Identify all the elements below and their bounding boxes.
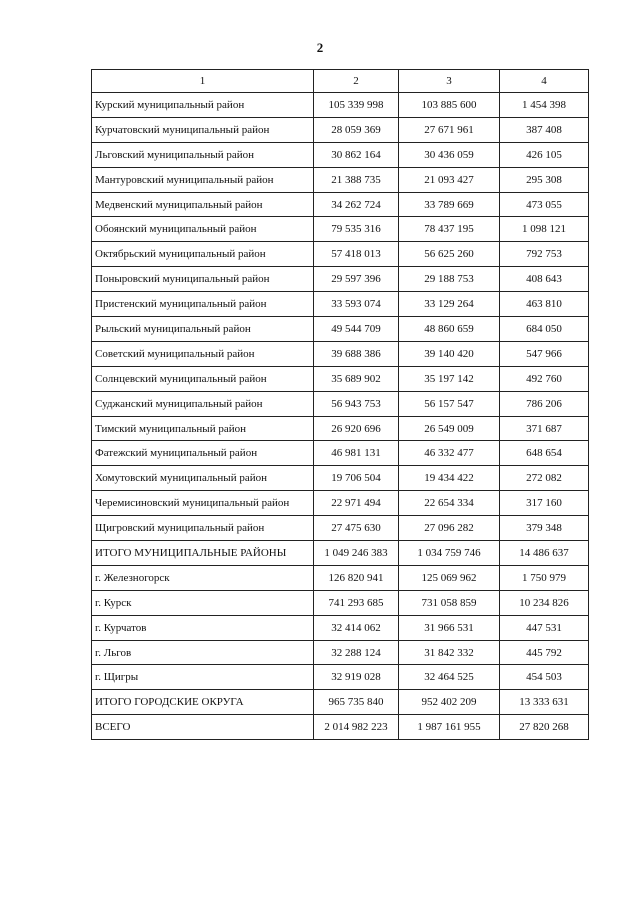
value-cell: 272 082 — [500, 466, 589, 491]
value-cell: 463 810 — [500, 292, 589, 317]
value-cell: 125 069 962 — [399, 565, 500, 590]
table-row — [92, 640, 589, 665]
value-cell: 32 464 525 — [399, 665, 500, 690]
table-row — [92, 167, 589, 192]
value-cell: 1 098 121 — [500, 217, 589, 242]
value-cell: 648 654 — [500, 441, 589, 466]
value-cell: 32 919 028 — [314, 665, 399, 690]
value-cell: 547 966 — [500, 341, 589, 366]
value-cell: 426 105 — [500, 142, 589, 167]
table-row — [92, 217, 589, 242]
value-cell: 14 486 637 — [500, 541, 589, 566]
table-body — [92, 93, 589, 740]
table-row — [92, 93, 589, 118]
table-row — [92, 715, 589, 740]
value-cell: 48 860 659 — [399, 317, 500, 342]
value-cell: 46 981 131 — [314, 441, 399, 466]
value-cell: 1 454 398 — [500, 93, 589, 118]
value-cell: 33 593 074 — [314, 292, 399, 317]
value-cell: 33 789 669 — [399, 192, 500, 217]
row-name-cell: Обоянский муниципальный район — [92, 217, 314, 242]
value-cell: 792 753 — [500, 242, 589, 267]
value-cell: 317 160 — [500, 491, 589, 516]
value-cell: 29 597 396 — [314, 267, 399, 292]
table-row — [92, 516, 589, 541]
value-cell: 371 687 — [500, 416, 589, 441]
value-cell: 31 966 531 — [399, 615, 500, 640]
table-row — [92, 341, 589, 366]
value-cell: 952 402 209 — [399, 690, 500, 715]
table-row — [92, 391, 589, 416]
row-name-cell: г. Курск — [92, 590, 314, 615]
row-name-cell: Солнцевский муниципальный район — [92, 366, 314, 391]
row-name-cell: Медвенский муниципальный район — [92, 192, 314, 217]
value-cell: 29 188 753 — [399, 267, 500, 292]
value-cell: 408 643 — [500, 267, 589, 292]
row-name-cell: Щигровский муниципальный район — [92, 516, 314, 541]
row-name-cell: Черемисиновский муниципальный район — [92, 491, 314, 516]
row-name-cell: Суджанский муниципальный район — [92, 391, 314, 416]
value-cell: 2 014 982 223 — [314, 715, 399, 740]
value-cell: 22 654 334 — [399, 491, 500, 516]
value-cell: 27 096 282 — [399, 516, 500, 541]
value-cell: 57 418 013 — [314, 242, 399, 267]
row-name-cell: Октябрьский муниципальный район — [92, 242, 314, 267]
table-row — [92, 366, 589, 391]
value-cell: 27 475 630 — [314, 516, 399, 541]
value-cell: 49 544 709 — [314, 317, 399, 342]
value-cell: 473 055 — [500, 192, 589, 217]
table-row — [92, 117, 589, 142]
page-number: 2 — [316, 40, 324, 55]
value-cell: 1 034 759 746 — [399, 541, 500, 566]
value-cell: 387 408 — [500, 117, 589, 142]
table-row — [92, 267, 589, 292]
table-row — [92, 541, 589, 566]
column-header: 3 — [399, 70, 500, 93]
value-cell: 30 862 164 — [314, 142, 399, 167]
value-cell: 965 735 840 — [314, 690, 399, 715]
row-name-cell: Мантуровский муниципальный район — [92, 167, 314, 192]
table-row — [92, 416, 589, 441]
table-row — [92, 142, 589, 167]
table-row — [92, 242, 589, 267]
value-cell: 27 671 961 — [399, 117, 500, 142]
value-cell: 454 503 — [500, 665, 589, 690]
row-name-cell: Пристенский муниципальный район — [92, 292, 314, 317]
value-cell: 105 339 998 — [314, 93, 399, 118]
value-cell: 79 535 316 — [314, 217, 399, 242]
row-name-cell: Льговский муниципальный район — [92, 142, 314, 167]
row-name-cell: Хомутовский муниципальный район — [92, 466, 314, 491]
table-row — [92, 665, 589, 690]
row-name-cell: г. Курчатов — [92, 615, 314, 640]
row-name-cell: ВСЕГО — [92, 715, 314, 740]
column-header: 2 — [314, 70, 399, 93]
table-row — [92, 441, 589, 466]
value-cell: 1 750 979 — [500, 565, 589, 590]
table-row — [92, 491, 589, 516]
value-cell: 32 414 062 — [314, 615, 399, 640]
table-row — [92, 317, 589, 342]
value-cell: 56 157 547 — [399, 391, 500, 416]
value-cell: 786 206 — [500, 391, 589, 416]
table-row — [92, 590, 589, 615]
table-row — [92, 615, 589, 640]
value-cell: 379 348 — [500, 516, 589, 541]
value-cell: 34 262 724 — [314, 192, 399, 217]
header-row — [92, 70, 589, 93]
value-cell: 39 140 420 — [399, 341, 500, 366]
value-cell: 447 531 — [500, 615, 589, 640]
row-name-cell: Тимский муниципальный район — [92, 416, 314, 441]
column-header: 1 — [92, 70, 314, 93]
table-row — [92, 565, 589, 590]
row-name-cell: ИТОГО ГОРОДСКИЕ ОКРУГА — [92, 690, 314, 715]
value-cell: 126 820 941 — [314, 565, 399, 590]
value-cell: 56 943 753 — [314, 391, 399, 416]
value-cell: 10 234 826 — [500, 590, 589, 615]
budget-table — [91, 69, 589, 740]
row-name-cell: Фатежский муниципальный район — [92, 441, 314, 466]
value-cell: 103 885 600 — [399, 93, 500, 118]
value-cell: 1 987 161 955 — [399, 715, 500, 740]
column-header: 4 — [500, 70, 589, 93]
row-name-cell: г. Щигры — [92, 665, 314, 690]
value-cell: 35 689 902 — [314, 366, 399, 391]
value-cell: 56 625 260 — [399, 242, 500, 267]
table-row — [92, 690, 589, 715]
value-cell: 19 434 422 — [399, 466, 500, 491]
value-cell: 46 332 477 — [399, 441, 500, 466]
table-row — [92, 466, 589, 491]
row-name-cell: Курский муниципальный район — [92, 93, 314, 118]
row-name-cell: ИТОГО МУНИЦИПАЛЬНЫЕ РАЙОНЫ — [92, 541, 314, 566]
value-cell: 35 197 142 — [399, 366, 500, 391]
value-cell: 39 688 386 — [314, 341, 399, 366]
value-cell: 21 388 735 — [314, 167, 399, 192]
table-row — [92, 192, 589, 217]
value-cell: 445 792 — [500, 640, 589, 665]
row-name-cell: Поныровский муниципальный район — [92, 267, 314, 292]
table-row — [92, 292, 589, 317]
value-cell: 26 549 009 — [399, 416, 500, 441]
value-cell: 30 436 059 — [399, 142, 500, 167]
value-cell: 492 760 — [500, 366, 589, 391]
value-cell: 731 058 859 — [399, 590, 500, 615]
value-cell: 19 706 504 — [314, 466, 399, 491]
value-cell: 26 920 696 — [314, 416, 399, 441]
value-cell: 295 308 — [500, 167, 589, 192]
row-name-cell: г. Железногорск — [92, 565, 314, 590]
row-name-cell: Курчатовский муниципальный район — [92, 117, 314, 142]
value-cell: 33 129 264 — [399, 292, 500, 317]
value-cell: 684 050 — [500, 317, 589, 342]
value-cell: 1 049 246 383 — [314, 541, 399, 566]
value-cell: 28 059 369 — [314, 117, 399, 142]
row-name-cell: Советский муниципальный район — [92, 341, 314, 366]
value-cell: 32 288 124 — [314, 640, 399, 665]
row-name-cell: Рыльский муниципальный район — [92, 317, 314, 342]
value-cell: 21 093 427 — [399, 167, 500, 192]
value-cell: 31 842 332 — [399, 640, 500, 665]
value-cell: 13 333 631 — [500, 690, 589, 715]
value-cell: 78 437 195 — [399, 217, 500, 242]
row-name-cell: г. Льгов — [92, 640, 314, 665]
value-cell: 741 293 685 — [314, 590, 399, 615]
value-cell: 22 971 494 — [314, 491, 399, 516]
value-cell: 27 820 268 — [500, 715, 589, 740]
